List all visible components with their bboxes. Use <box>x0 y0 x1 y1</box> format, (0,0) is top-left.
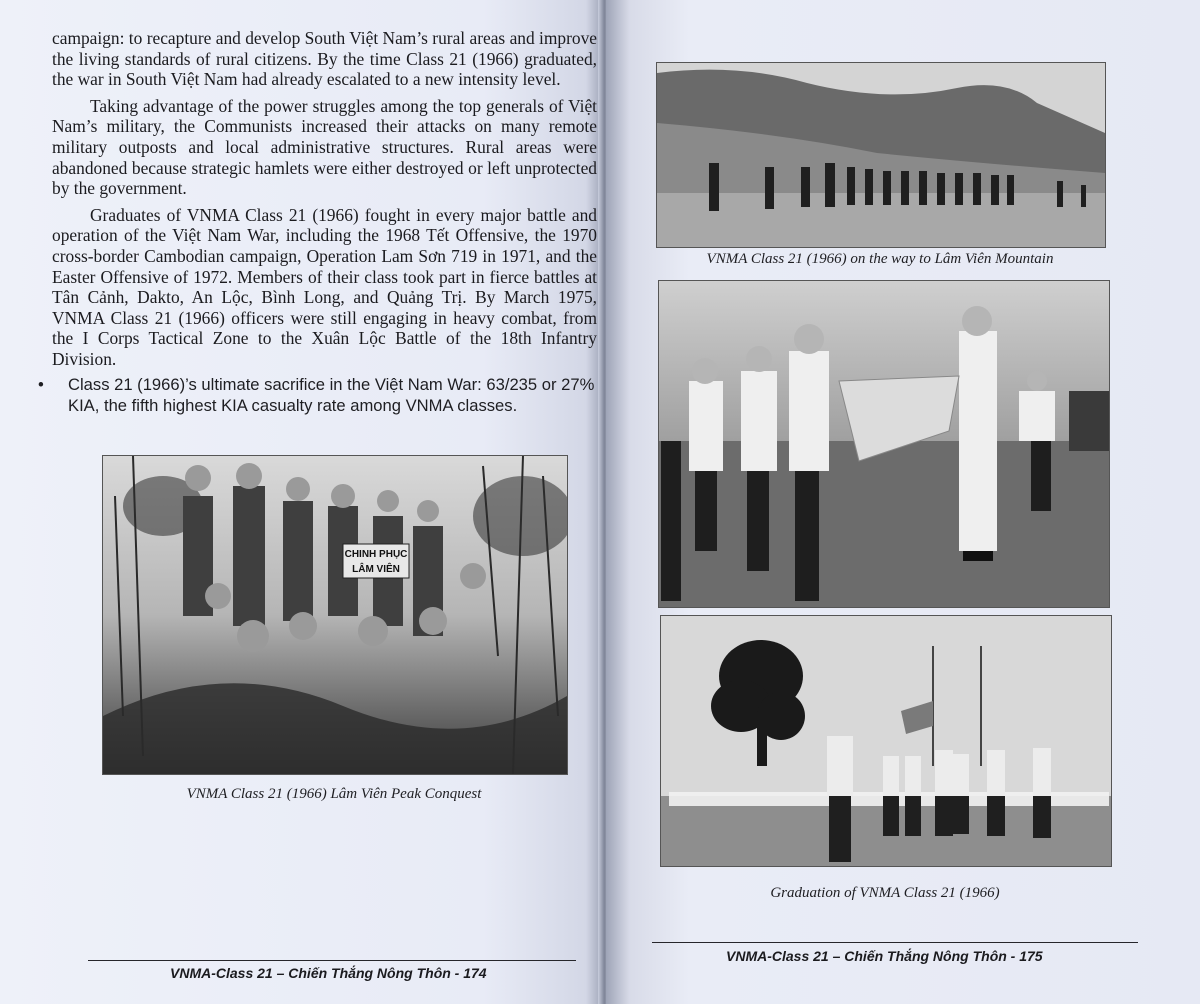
photo-caption-mountain: VNMA Class 21 (1966) on the way to Lâm Viên Mountain <box>706 251 1054 267</box>
bullet-text: Class 21 (1966)’s ultimate sacrifice in the Việt Nam War: 63/235 or 27% KIA, the fifth highest KIA casualty rate among VNMA classes. <box>68 375 595 415</box>
footer-174: VNMA-Class 21 – Chiến Thắng Nông Thôn - 174 <box>170 965 487 981</box>
footer-rule-right <box>652 942 1138 943</box>
bullet-icon: • <box>38 375 44 394</box>
graduation-parade-photo <box>661 616 1111 866</box>
photo-flag-ceremony <box>658 280 1110 608</box>
paragraph-1: campaign: to recapture and develop South Việt Nam’s rural areas and improve the living standards of rural citizens. By the time Class 21 (1966) graduated, the war in South Việt Nam had already escalated to a new intensity level. <box>52 28 597 90</box>
soldiers-group-photo <box>103 456 567 774</box>
paragraph-3: Graduates of VNMA Class 21 (1966) fought in every major battle and operation of the Việt Nam War, including the 1968 Tết Offensive, the 1970 cross-border Cambodian campaign, Operation Lam Sơn 719 in 1971, and the Easter Offensive of 1972. Members of their class took part in fierce battles at Tân Cảnh, Dakto, An Lộc, Bình Long, and Quảng Trị. By March 1975, VNMA Class 21 (1966) officers were still engaging in heavy combat, from the I Corps Tactical Zone to the Xuân Lộc Battle of the 18th Infantry Division. <box>52 204 597 369</box>
photo-caption-graduation: Graduation of VNMA Class 21 (1966) <box>770 885 1000 901</box>
photo-march-mountain <box>656 62 1106 248</box>
sign-line-2: LÂM VIÊN <box>352 564 400 575</box>
kia-bullet <box>38 374 598 416</box>
paragraph-2: Taking advantage of the power struggles among the top generals of Việt Nam’s military, the Communists increased their attacks on many remote military outposts and local administrative structures. Rural areas were abandoned because strategic hamlets were either destroyed or left unprotected by the government. <box>52 95 597 199</box>
footer-rule <box>88 960 576 961</box>
photo-caption-peak: VNMA Class 21 (1966) Lâm Viên Peak Conquest <box>186 786 482 802</box>
photo-graduation <box>660 615 1112 867</box>
flag-ceremony-photo <box>659 281 1109 607</box>
photo-lam-vien-peak <box>102 455 568 775</box>
body-text <box>52 28 597 376</box>
right-book-page <box>606 0 1200 1004</box>
sign-line-1: CHINH PHỤC <box>344 549 408 560</box>
marching-soldiers-photo <box>657 63 1105 247</box>
footer-175: VNMA-Class 21 – Chiến Thắng Nông Thôn - 175 <box>726 948 1043 964</box>
